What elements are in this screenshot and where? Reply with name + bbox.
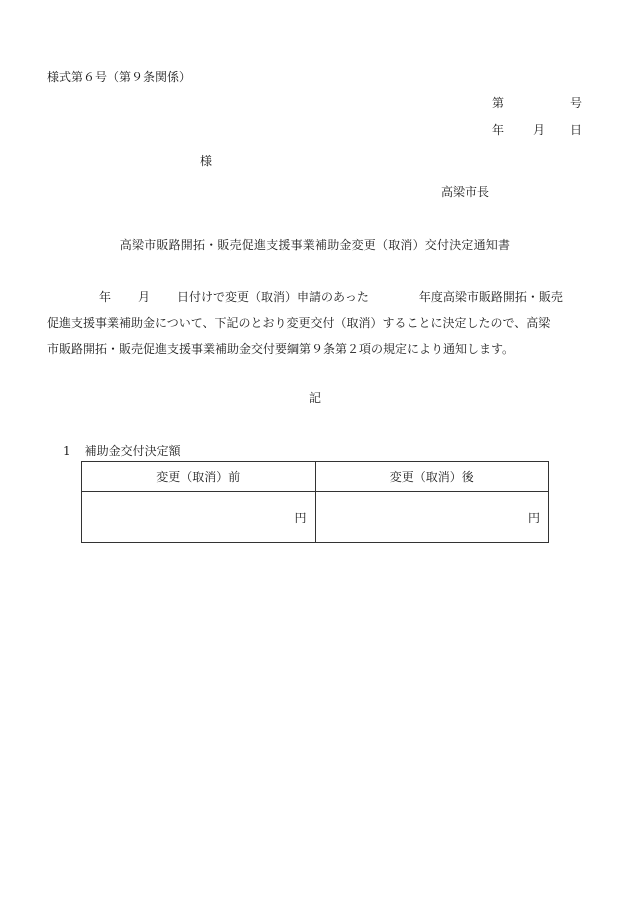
date-day: 日 bbox=[570, 123, 583, 137]
document-title: 高梁市販路開拓・販売促進支援事業補助金変更（取消）交付決定通知書 bbox=[119, 238, 511, 252]
body-line-1 bbox=[47, 284, 592, 310]
grant-amount-table bbox=[81, 461, 549, 543]
header-after-change: 変更（取消）後 bbox=[315, 462, 549, 492]
section-1-heading bbox=[63, 442, 181, 459]
body-text bbox=[47, 284, 592, 362]
body-line-2: 促進支援事業補助金について、下記のとおり変更交付（取消）することに決定したので、高梁 bbox=[47, 316, 551, 330]
body-text-middle: 日付けで変更（取消）申請のあった bbox=[177, 290, 369, 304]
header-before-change: 変更（取消）前 bbox=[82, 462, 316, 492]
section-1-title: 補助金交付決定額 bbox=[84, 444, 181, 458]
amount-before-change: 円 bbox=[82, 492, 316, 543]
body-text-tail: 年度高梁市販路開拓・販売 bbox=[418, 290, 563, 304]
date-year: 年 bbox=[492, 123, 505, 137]
section-1-number: 1 bbox=[63, 444, 71, 458]
table-row bbox=[82, 492, 549, 543]
body-month: 月 bbox=[138, 290, 151, 304]
addressee: 様 bbox=[200, 154, 213, 168]
ki-heading: 記 bbox=[308, 391, 321, 405]
doc-number-prefix: 第 bbox=[492, 96, 505, 110]
date-month: 月 bbox=[533, 123, 546, 137]
form-number: 様式第６号（第９条関係） bbox=[47, 70, 192, 84]
table-header-row bbox=[82, 462, 549, 492]
issuer: 高梁市長 bbox=[441, 185, 490, 199]
doc-number-suffix: 号 bbox=[570, 96, 583, 110]
body-line-3: 市販路開拓・販売促進支援事業補助金交付要綱第９条第２項の規定により通知します。 bbox=[47, 342, 515, 356]
body-year: 年 bbox=[99, 290, 112, 304]
amount-after-change: 円 bbox=[315, 492, 549, 543]
